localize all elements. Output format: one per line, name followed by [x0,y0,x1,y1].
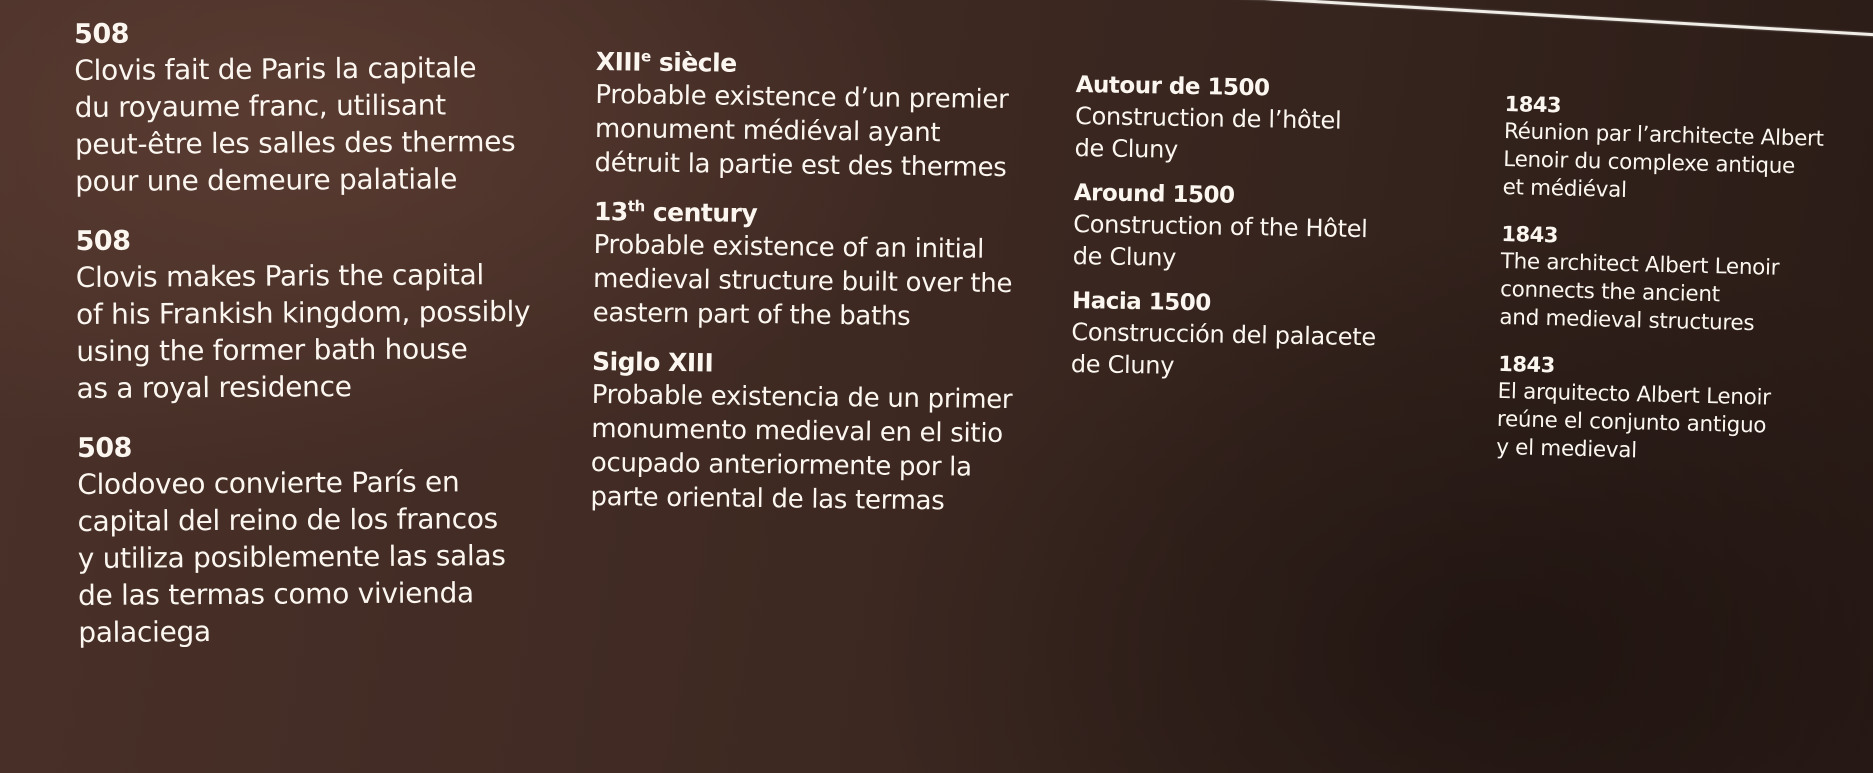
entry-date: Around 1500 [1073,179,1235,209]
entry-line: Probable existence d’un premier [595,79,1009,116]
entry-text [76,256,531,407]
entry-line: parte oriental de las termas [590,481,945,517]
entry-line: of his Frankish kingdom, possibly [75,294,531,331]
entry-date [592,346,1013,383]
entry-line: El arquitecto Albert Lenoir [1497,378,1772,411]
entry-line: Construcción del palacete [1071,317,1377,352]
timeline-column-13th-century [590,46,1016,535]
entry-date [596,46,1017,83]
entry-text [1502,118,1824,210]
timeline-entry-en [593,196,1015,335]
timeline-entry-fr [74,15,529,200]
entry-text [1071,316,1377,385]
entry-line: reúne el conjunto antiguo [1496,406,1767,439]
entry-date: Autour de 1500 [1075,71,1270,102]
timeline-column-508 [74,15,533,676]
entry-date: 508 [74,18,130,50]
entry-line: monument médiéval ayant [594,113,941,149]
entry-text [77,463,532,651]
entry-line: medieval structure built over the [592,263,1013,300]
timeline-entry-fr [1074,70,1380,169]
timeline-entry-fr [1502,90,1824,210]
entry-text [1072,208,1378,277]
entry-line: Construction of the Hôtel [1073,209,1368,244]
entry-line: as a royal residence [76,370,352,405]
entry-text [74,49,529,200]
date-main: 13 [593,196,628,227]
entry-text [594,78,1016,185]
entry-line: Lenoir du complexe antique [1502,146,1796,180]
entry-date: 1843 [1504,91,1562,118]
entry-line: Probable existence of an initial [593,229,985,265]
date-main: XIII [595,46,642,77]
entry-text [1499,248,1821,340]
date-rest: century [644,197,758,228]
entry-line: Construction de l’hôtel [1074,101,1342,135]
entry-text [1496,378,1818,470]
entry-date: Hacia 1500 [1071,287,1212,317]
entry-line: de Cluny [1070,349,1175,380]
entry-text [1074,100,1380,169]
entry-text [593,228,1015,335]
timeline-column-1843 [1495,90,1824,488]
timeline-entry-fr [594,46,1016,185]
entry-date: 508 [76,432,132,464]
entry-line: Clovis fait de Paris la capitale [74,51,477,87]
date-superscript: e [640,47,651,66]
entry-date: 1843 [1501,221,1559,248]
entry-line: capital del reino de los francos [77,502,498,538]
timeline-entry-en [75,222,530,407]
entry-line: et médiéval [1502,174,1627,203]
date-superscript: th [627,197,645,216]
entry-line: Clodoveo convierte París en [77,465,460,501]
entry-line: connects the ancient [1499,276,1721,308]
timeline-column-1500 [1070,70,1380,399]
panel-edge-line [1180,0,1873,38]
entry-line: Réunion par l’architecte Albert [1503,118,1825,152]
timeline-entry-es [590,346,1013,519]
entry-line: de las termas como vivienda [77,576,474,612]
timeline-entry-en [1072,178,1378,277]
entry-line: using the former bath house [76,332,468,368]
entry-line: de Cluny [1072,241,1177,272]
entry-line: ocupado anteriormente por la [590,447,972,483]
entry-line: détruit la partie est des thermes [594,147,1007,184]
entry-date: 1843 [1498,351,1556,378]
timeline-entry-es [77,429,533,651]
entry-date: 508 [75,225,131,257]
entry-line: pour une demeure palatiale [75,162,458,198]
entry-line: eastern part of the baths [592,297,911,332]
entry-line: y el medieval [1495,434,1638,464]
entry-line: Probable existencia de un primer [591,379,1013,416]
timeline-entry-es [1496,350,1818,470]
date-main: Siglo XIII [591,346,714,378]
entry-line: monumento medieval en el sitio [591,413,1004,449]
entry-line: peut-être les salles des thermes [74,124,516,161]
entry-line: y utiliza posiblemente las salas [77,539,506,575]
entry-date [594,196,1015,233]
entry-text [590,378,1012,519]
timeline-entry-en [1499,220,1821,340]
entry-line: du royaume franc, utilisant [74,88,446,124]
entry-line: The architect Albert Lenoir [1500,248,1780,281]
entry-line: Clovis makes Paris the capital [75,258,485,294]
entry-line: de Cluny [1074,133,1179,164]
timeline-entry-es [1071,286,1377,385]
date-rest: siècle [650,47,737,78]
entry-line: palaciega [78,615,211,649]
entry-line: and medieval structures [1499,304,1755,337]
